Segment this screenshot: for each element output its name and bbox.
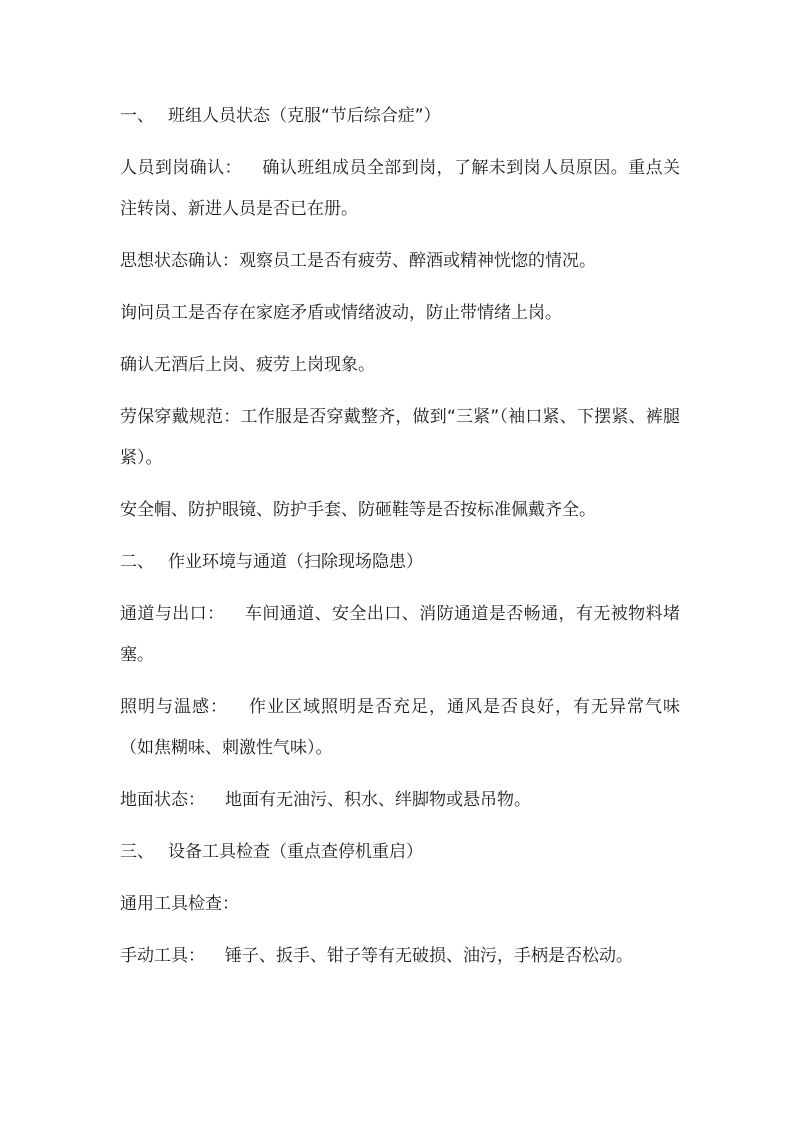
paragraph-emotion-check: 询问员工是否存在家庭矛盾或情绪波动，防止带情绪上岗。 (120, 303, 562, 323)
item-text: 确认班组成员全部到岗，了解未到岗人员原因。重点关注转岗、新进人员是否已在册。 (120, 158, 681, 219)
section-title: 班组人员状态（克服“节后综合症”） (168, 106, 441, 126)
section-number: 一、 (120, 106, 154, 126)
item-text: 锤子、扳手、钳子等有无破损、油污，手柄是否松动。 (225, 946, 633, 966)
paragraph-floor-state (120, 780, 680, 821)
paragraph-hand-tools (120, 936, 680, 977)
item-label: 照明与温感： (120, 697, 228, 717)
item-text: 地面有无油污、积水、绊脚物或悬吊物。 (225, 790, 531, 810)
paragraph-staff-attendance (120, 148, 680, 230)
section-heading-1 (120, 96, 680, 137)
item-text: 车间通道、安全出口、消防通道是否畅通，有无被物料堵塞。 (120, 604, 681, 665)
item-text: 作业区域照明是否充足，通风是否良好，有无异常气味（如焦糊味、刺激性气味）。 (120, 697, 680, 758)
item-label: 地面状态： (120, 790, 205, 810)
paragraph-lighting (120, 687, 680, 769)
item-label: 手动工具： (120, 946, 205, 966)
section-title: 设备工具检查（重点查停机重启） (168, 842, 423, 862)
section-heading-3 (120, 832, 680, 873)
paragraph-ppe-rules: 劳保穿戴规范：工作服是否穿戴整齐，做到“三紧”（袖口紧、下摆紧、裤腿紧）。 (120, 407, 680, 468)
section-number: 二、 (120, 552, 154, 572)
paragraph-ppe-items: 安全帽、防护眼镜、防护手套、防砸鞋等是否按标准佩戴齐全。 (120, 500, 596, 520)
document-body (120, 96, 680, 988)
section-number: 三、 (120, 842, 154, 862)
section-title: 作业环境与通道（扫除现场隐患） (168, 552, 423, 572)
paragraph-mental-state: 思想状态确认：观察员工是否有疲劳、醉酒或精神恍惚的情况。 (120, 251, 596, 271)
paragraph-tool-check: 通用工具检查： (120, 894, 239, 914)
section-heading-2 (120, 542, 680, 583)
item-label: 通道与出口： (120, 604, 225, 624)
paragraph-passages-exits (120, 594, 680, 676)
paragraph-no-drinking: 确认无酒后上岗、疲劳上岗现象。 (120, 355, 375, 375)
item-label: 人员到岗确认： (120, 158, 242, 178)
